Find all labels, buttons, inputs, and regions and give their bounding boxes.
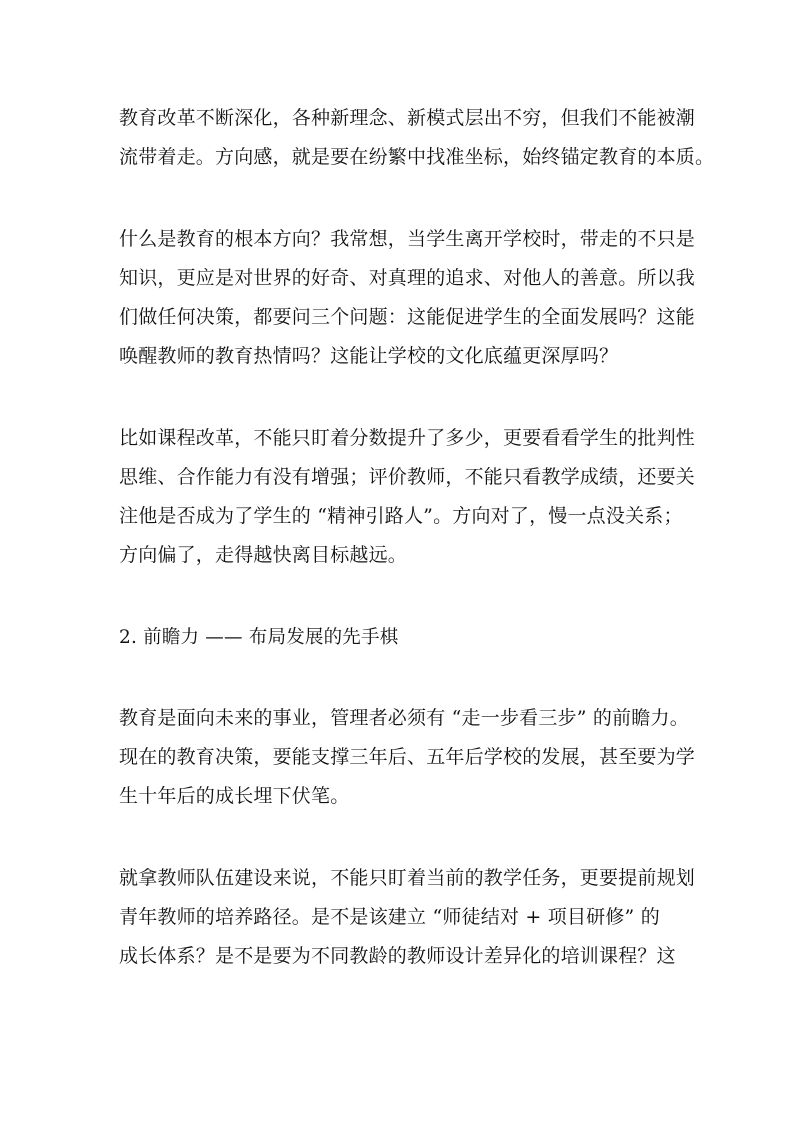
text-line: 教育改革不断深化，各种新理念、新模式层出不穷，但我们不能被潮 [119, 107, 696, 129]
text-line: 思维、合作能力有没有增强；评价教师，不能只看教学成绩，还要关 [119, 466, 696, 488]
paragraph-fundamental-direction [119, 220, 696, 376]
text-line: 成长体系？是不是要为不同教龄的教师设计差异化的培训课程？这 [119, 945, 676, 967]
text-line: 生十年后的成长埋下伏笔。 [119, 785, 350, 807]
text-line: 比如课程改革，不能只盯着分数提升了多少，更要看看学生的批判性 [119, 427, 696, 449]
section-heading [119, 618, 679, 657]
heading-text: 2. 前瞻力 —— 布局发展的先手棋 [119, 627, 399, 648]
text-line: 方向偏了，走得越快离目标越远。 [119, 544, 408, 566]
text-line: 青年教师的培养路径。是不是该建立 “师徒结对 + 项目研修” 的 [119, 906, 660, 928]
text-line: 教育是面向未来的事业，管理者必须有 “走一步看三步” 的前瞻力。 [119, 707, 689, 729]
text-line: 什么是教育的根本方向？我常想，当学生离开学校时，带走的不只是 [119, 228, 696, 250]
paragraph-foresight-intro [119, 699, 696, 816]
paragraph-curriculum-example [119, 419, 696, 575]
text-line: 们做任何决策，都要问三个问题：这能促进学生的全面发展吗？这能 [119, 306, 696, 328]
text-line: 现在的教育决策，要能支撑三年后、五年后学校的发展，甚至要为学 [119, 746, 696, 768]
text-line: 就拿教师队伍建设来说，不能只盯着当前的教学任务，更要提前规划 [119, 867, 696, 889]
text-line: 注他是否成为了学生的 “精神引路人”。方向对了，慢一点没关系； [119, 505, 683, 527]
text-line: 知识，更应是对世界的好奇、对真理的追求、对他人的善意。所以我 [119, 267, 696, 289]
text-line: 流带着走。方向感，就是要在纷繁中找准坐标，始终锚定教育的本质。 [119, 146, 715, 168]
paragraph-teacher-development [119, 859, 696, 976]
paragraph-direction-intro [119, 99, 715, 177]
text-line: 唤醒教师的教育热情吗？这能让学校的文化底蕴更深厚吗？ [119, 345, 619, 367]
